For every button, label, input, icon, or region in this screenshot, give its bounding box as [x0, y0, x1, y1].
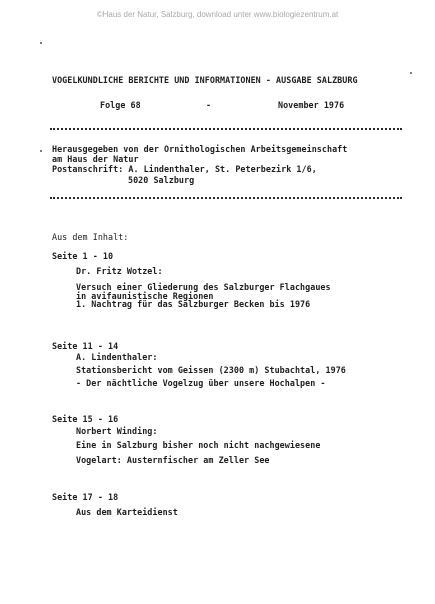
separator-rule-bottom — [50, 197, 402, 199]
margin-speck — [40, 150, 42, 152]
section-title-line: Eine in Salzburg bisher noch nicht nachgewiesene — [76, 440, 321, 450]
issue-date: November 1976 — [278, 100, 345, 110]
publisher-line-1: Herausgegeben von der Ornithologischen Arbeitsgemeinschaft — [52, 144, 348, 154]
section-author: Dr. Fritz Wotzel: — [76, 266, 163, 276]
publisher-line-2: am Haus der Natur — [52, 154, 139, 164]
section-title-line: Versuch einer Gliederung des Salzburger Flachgaues — [76, 282, 331, 292]
section-title-line: Stationsbericht vom Geissen (2300 m) Stubachtal, 1976 — [76, 365, 346, 375]
section-pages: Seite 11 - 14 — [52, 341, 119, 351]
postal-city: 5020 Salzburg — [128, 175, 195, 185]
separator-rule-top — [50, 128, 402, 130]
section-author: A. Lindenthaler: — [76, 352, 158, 362]
watermark: ©Haus der Natur, Salzburg, download unter www.biologiezentrum.at — [96, 10, 339, 19]
section-title-line: Vogelart: Austernfischer am Zeller See — [76, 455, 270, 465]
section-pages: Seite 1 - 10 — [52, 251, 114, 261]
margin-speck — [410, 72, 412, 74]
section-pages: Seite 15 - 16 — [52, 414, 119, 424]
section-author: Norbert Winding: — [76, 426, 158, 436]
contents-heading: Aus dem Inhalt: — [52, 232, 129, 242]
postal-address: Postanschrift: A. Lindenthaler, St. Peterbezirk 1/6, — [52, 164, 317, 174]
section-title-line: - Der nächtliche Vogelzug über unsere Hochalpen - — [76, 378, 326, 388]
section-title-line: in avifaunistische Regionen — [76, 291, 214, 301]
issue-separator: - — [206, 100, 212, 110]
section-author: Aus dem Karteidienst — [76, 507, 178, 517]
publication-title: VOGELKUNDLICHE BERICHTE UND INFORMATIONEN - AUSGABE SALZBURG — [52, 75, 358, 85]
section-title-line: 1. Nachtrag für das Salzburger Becken bis 1976 — [76, 299, 311, 309]
margin-speck — [40, 42, 42, 44]
issue-number: Folge 68 — [100, 100, 141, 110]
section-pages: Seite 17 - 18 — [52, 492, 119, 502]
